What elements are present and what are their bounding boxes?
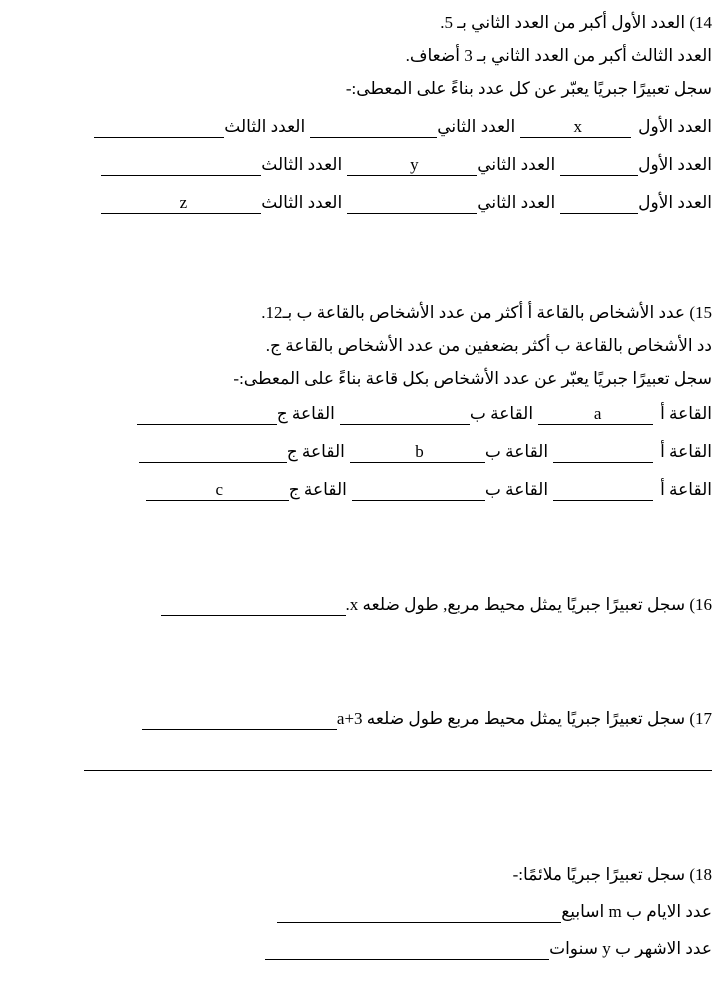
row-label: القاعة ج xyxy=(288,480,347,499)
answer-blank[interactable] xyxy=(265,938,549,960)
q15-statement-1: 15) عدد الأشخاص بالقاعة أ أكثر من عدد الأشخاص بالقاعة ب بـ12. xyxy=(261,303,712,322)
row-label: العدد الأول xyxy=(638,117,712,136)
row-label: القاعة ج xyxy=(276,404,335,423)
blank-value: y xyxy=(410,155,419,174)
question-14 xyxy=(0,6,712,222)
q15-answer-row-1 xyxy=(0,395,712,433)
row-label: العدد الثالث xyxy=(261,193,343,212)
q14-answer-row-3 xyxy=(0,184,712,222)
question-18 xyxy=(0,856,712,967)
answer-blank[interactable] xyxy=(101,154,261,176)
question-16 xyxy=(0,588,712,621)
row-label: القاعة أ xyxy=(660,442,712,461)
row-label: العدد الثالث xyxy=(224,117,306,136)
row-label: العدد الأول xyxy=(638,155,712,174)
q15-answer-rows xyxy=(0,395,712,509)
answer-blank[interactable] xyxy=(553,479,653,501)
q17-text: 17) سجل تعبيرًا جبريًا يمثل محيط مربع طول ضلعه a+3 xyxy=(336,709,712,728)
q14-statement-2: العدد الثالث أكبر من العدد الثاني بـ 3 أضعاف. xyxy=(405,46,712,65)
answer-blank[interactable] xyxy=(347,192,477,214)
q18-item-days xyxy=(0,893,712,930)
answer-blank[interactable] xyxy=(310,116,437,138)
answer-blank[interactable] xyxy=(560,154,638,176)
row-label: القاعة أ xyxy=(660,404,712,423)
answer-blank[interactable] xyxy=(520,116,631,138)
q17-statement xyxy=(0,702,712,735)
row-label: القاعة ب xyxy=(484,442,549,461)
question-15 xyxy=(0,296,712,509)
answer-blank[interactable] xyxy=(139,441,287,463)
answer-blank[interactable] xyxy=(352,479,485,501)
row-label: العدد الثالث xyxy=(261,155,343,174)
answer-blank[interactable] xyxy=(347,154,477,176)
q18-item-days-text: عدد الايام ب m اسابيع xyxy=(561,902,712,921)
q16-statement xyxy=(0,588,712,621)
q15-instruction: سجل تعبيرًا جبريًا يعبّر عن عدد الأشخاص بكل قاعة بناءً على المعطى:- xyxy=(233,369,712,388)
q14-answer-row-1 xyxy=(0,108,712,146)
answer-blank[interactable] xyxy=(137,403,277,425)
q14-statement-1: 14) العدد الأول أكبر من العدد الثاني بـ 5. xyxy=(440,13,712,32)
blank-value: c xyxy=(215,480,224,499)
q14-answer-row-2 xyxy=(0,146,712,184)
q15-answer-row-2 xyxy=(0,433,712,471)
answer-blank[interactable] xyxy=(277,901,561,923)
blank-value: z xyxy=(179,193,188,212)
blank-value: b xyxy=(415,442,424,461)
answer-blank[interactable] xyxy=(538,403,653,425)
question-17 xyxy=(0,702,712,771)
row-label: القاعة ب xyxy=(484,480,549,499)
row-label: العدد الثاني xyxy=(437,117,516,136)
row-label: العدد الثاني xyxy=(477,155,556,174)
row-label: القاعة ج xyxy=(286,442,345,461)
row-label: القاعة ب xyxy=(469,404,534,423)
answer-blank[interactable] xyxy=(161,594,346,616)
blank-value: x xyxy=(573,117,583,136)
q18-item-months xyxy=(0,930,712,967)
q16-text: 16) سجل تعبيرًا جبريًا يمثل محيط مربع, طول ضلعه x. xyxy=(345,595,712,614)
answer-blank-line[interactable] xyxy=(84,749,712,771)
answer-blank[interactable] xyxy=(94,116,224,138)
blank-value: a xyxy=(593,404,602,423)
answer-blank[interactable] xyxy=(560,192,638,214)
answer-blank[interactable] xyxy=(553,441,653,463)
row-label: العدد الأول xyxy=(638,193,712,212)
answer-blank[interactable] xyxy=(340,403,470,425)
q15-statement-2: دد الأشخاص بالقاعة ب أكثر بضعفين من عدد الأشخاص بالقاعة ج. xyxy=(265,336,712,355)
q18-item-months-text: عدد الاشهر ب y سنوات xyxy=(549,939,712,958)
q14-instruction: سجل تعبيرًا جبريًا يعبّر عن كل عدد بناءً على المعطى:- xyxy=(345,79,712,98)
answer-blank[interactable] xyxy=(142,708,337,730)
answer-blank[interactable] xyxy=(146,479,289,501)
answer-blank[interactable] xyxy=(101,192,261,214)
answer-blank[interactable] xyxy=(350,441,485,463)
row-label: القاعة أ xyxy=(660,480,712,499)
row-label: العدد الثاني xyxy=(477,193,556,212)
q18-instruction: 18) سجل تعبيرًا جبريًا ملائمًا:- xyxy=(512,865,712,884)
q14-answer-rows xyxy=(0,108,712,222)
q15-answer-row-3 xyxy=(0,471,712,509)
